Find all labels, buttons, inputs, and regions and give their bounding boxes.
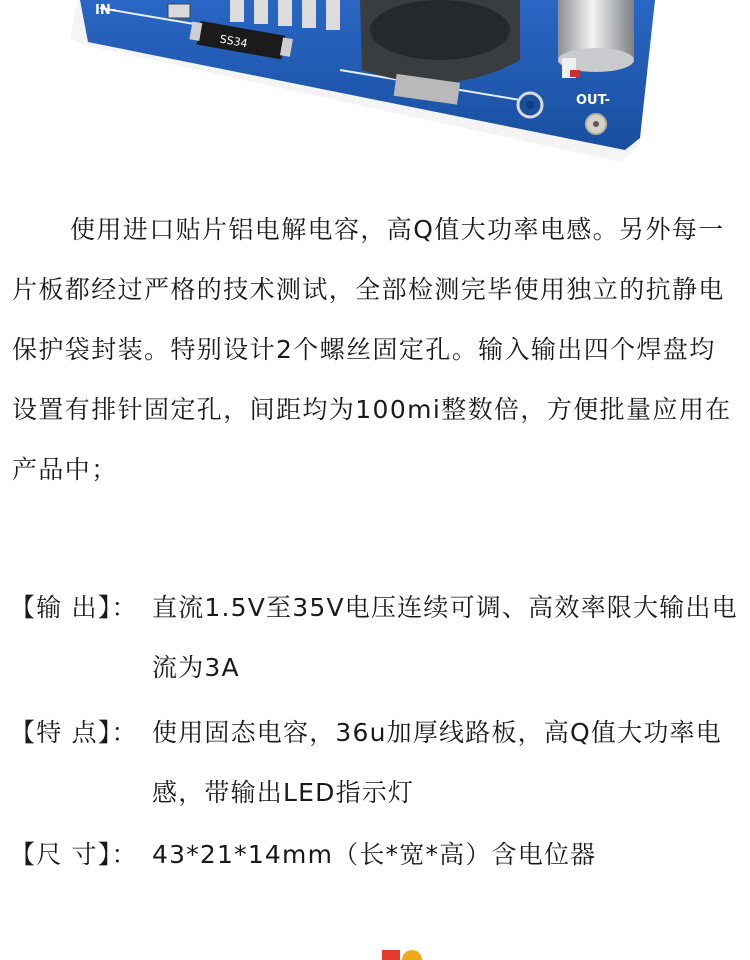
decorative-mark-icon [380, 946, 430, 960]
intro-line: 设置有排针固定孔，间距均为100mi整数倍，方便批量应用在 [12, 395, 732, 424]
spec-features [10, 703, 745, 823]
spec-label: 【尺 寸】： [10, 840, 138, 869]
spec-value-line: 43*21*14mm（长*宽*高）含电位器 [152, 840, 597, 869]
intro-line: 保护袋封装。特别设计2个螺丝固定孔。输入输出四个焊盘均 [12, 335, 716, 364]
capacitor [558, 0, 634, 78]
spec-value-line: 流为3A [152, 653, 240, 682]
intro-line: 产品中； [12, 455, 118, 484]
spec-value-line: 直流1.5V至35V电压连续可调、高效率限大输出电 [152, 593, 738, 622]
intro-line: 片板都经过严格的技术测试，全部检测完毕使用独立的抗静电 [12, 275, 725, 304]
spec-value-line: 感，带输出LED指示灯 [152, 778, 415, 807]
spec-output [10, 578, 745, 698]
product-photo [0, 0, 750, 170]
spec-value-line: 使用固态电容，36u加厚线路板，高Q值大功率电 [152, 718, 722, 747]
in-minus-label: IN- [95, 3, 117, 18]
spec-label: 【特 点】： [10, 718, 138, 747]
intro-line: 使用进口贴片铝电解电容，高Q值大功率电感。另外每一 [70, 215, 725, 244]
spec-size [10, 825, 745, 885]
out-minus-label: OUT- [576, 93, 610, 108]
intro-paragraph [12, 200, 747, 500]
spec-label: 【输 出】： [10, 593, 138, 622]
svg-text:SS34: SS34 [218, 32, 249, 51]
